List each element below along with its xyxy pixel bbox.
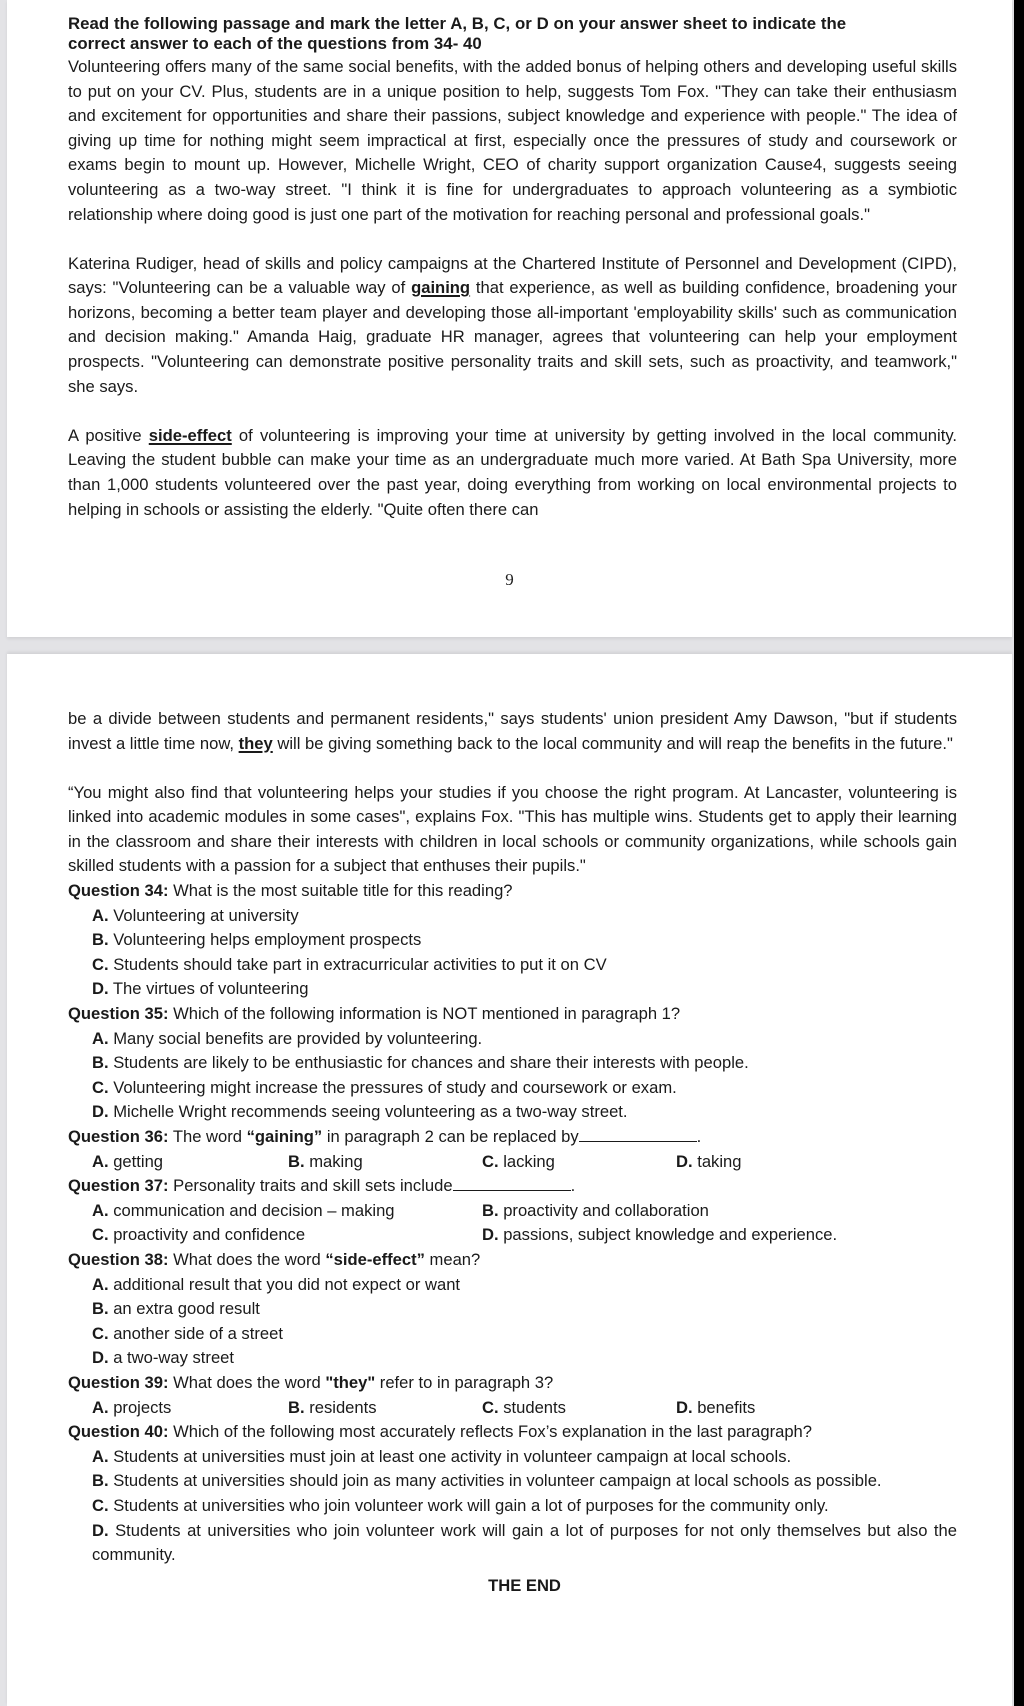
question-text: Which of the following most accurately reflects Fox’s explanation in the last paragraph?	[168, 1422, 813, 1442]
option-letter: B.	[92, 1053, 109, 1073]
instructions-line-1: Read the following passage and mark the letter A, B, C, or D on your answer sheet to indicate the	[68, 14, 847, 33]
option-d[interactable]	[652, 1150, 741, 1175]
question-39-stem	[68, 1371, 957, 1396]
option-a[interactable]	[68, 1273, 957, 1298]
option-c[interactable]	[68, 1494, 957, 1519]
option-text: making	[304, 1151, 363, 1171]
answer-blank	[453, 1176, 571, 1191]
option-d[interactable]	[68, 1519, 957, 1568]
option-letter: D.	[676, 1151, 693, 1171]
page-content	[68, 707, 957, 1598]
option-c[interactable]	[458, 1150, 555, 1175]
page-content	[68, 14, 957, 522]
option-letter: A.	[92, 1397, 109, 1417]
instructions-line-2: correct answer to each of the questions from 34- 40	[68, 34, 482, 53]
option-a[interactable]	[68, 1396, 171, 1421]
option-d[interactable]	[68, 977, 957, 1002]
question-34-stem	[68, 879, 957, 904]
option-text: passions, subject knowledge and experience.	[498, 1225, 838, 1245]
question-37-stem	[68, 1174, 957, 1199]
option-letter: C.	[92, 1495, 109, 1515]
question-label: Question 38:	[68, 1249, 169, 1269]
option-text: lacking	[498, 1151, 555, 1171]
option-b[interactable]	[264, 1396, 377, 1421]
document-page-9	[7, 0, 1012, 637]
question-text: What is the most suitable title for this reading?	[168, 881, 513, 901]
question-38-stem	[68, 1248, 957, 1273]
option-letter: C.	[92, 1225, 109, 1245]
question-35-stem	[68, 1002, 957, 1027]
document-page-10	[7, 654, 1012, 1706]
question-label: Question 36:	[68, 1127, 169, 1146]
question-keyword: “side-effect”	[325, 1249, 425, 1269]
option-letter: C.	[92, 1323, 109, 1343]
paragraph-2-text: Katerina Rudiger, head of skills and policy campaigns at the Chartered Institute of Personnel and Development (CIPD), says: "Volunteering can be a valuable way of	[68, 253, 957, 298]
option-text: Students at universities should join as many activities in volunteer campaign at local schools as possible.	[108, 1471, 882, 1491]
question-label: Question 34:	[68, 881, 169, 901]
option-c[interactable]	[68, 953, 957, 978]
option-text: proactivity and confidence	[108, 1225, 306, 1245]
option-text: Students at universities must join at least one activity in volunteer campaign at local schools.	[108, 1446, 792, 1466]
option-b[interactable]	[264, 1150, 363, 1175]
option-d[interactable]	[652, 1396, 755, 1421]
option-d[interactable]	[458, 1223, 837, 1248]
question-text: What does the word	[168, 1372, 326, 1392]
option-letter: D.	[92, 1102, 109, 1122]
option-text: Volunteering might increase the pressures of study and coursework or exam.	[108, 1077, 677, 1097]
question-39	[68, 1371, 957, 1420]
question-text-cont: in paragraph 2 can be replaced by	[322, 1127, 579, 1146]
option-a[interactable]	[68, 1150, 163, 1175]
question-text-cont: mean?	[424, 1249, 481, 1269]
option-text: students	[498, 1397, 566, 1417]
option-a[interactable]	[68, 1199, 395, 1224]
question-36	[68, 1125, 957, 1174]
question-36-stem	[68, 1125, 957, 1150]
highlighted-word-they: they	[238, 733, 273, 753]
option-letter: A.	[92, 905, 109, 925]
option-text: Many social benefits are provided by volunteering.	[108, 1028, 483, 1048]
option-letter: B.	[288, 1151, 305, 1171]
option-text: Students are likely to be enthusiastic for chances and share their interests with people.	[108, 1053, 749, 1073]
option-text: Volunteering at university	[108, 905, 299, 925]
paragraph-3-text: A positive	[68, 425, 149, 445]
page-number: 9	[505, 570, 514, 589]
question-text: Personality traits and skill sets include	[168, 1176, 453, 1196]
option-b[interactable]	[458, 1199, 709, 1224]
option-letter: C.	[92, 954, 109, 974]
option-text: Students at universities who join volunteer work will gain a lot of purposes for not only themselves but also the community.	[92, 1520, 957, 1565]
option-c[interactable]	[68, 1223, 305, 1248]
highlighted-word-side-effect: side-effect	[148, 425, 232, 445]
answer-blank	[579, 1127, 697, 1142]
passage-paragraph-2	[68, 252, 957, 400]
option-text: taking	[692, 1151, 742, 1171]
question-trailing: .	[570, 1176, 576, 1196]
option-a[interactable]	[68, 1027, 957, 1052]
option-c[interactable]	[68, 1076, 957, 1101]
option-c[interactable]	[68, 1322, 957, 1347]
option-text: Michelle Wright recommends seeing volunteering as a two-way street.	[108, 1102, 628, 1122]
option-a[interactable]	[68, 904, 957, 929]
option-d[interactable]	[68, 1346, 957, 1371]
paragraph-3-text-cont: of volunteering is improving your time at university by getting involved in the local community. Leaving the student bubble can make your time as an undergraduate much more varied. At Bath Spa University, more than 1,000 students volunteered over the past year, doing everything from working on local environmental projects to helping in schools or assisting the elderly. "Quite often there can	[68, 425, 957, 519]
option-letter: D.	[92, 1348, 109, 1368]
question-trailing: .	[696, 1127, 702, 1146]
option-letter: D.	[676, 1397, 693, 1417]
option-letter: C.	[482, 1151, 499, 1171]
option-letter: B.	[92, 1299, 109, 1319]
option-letter: A.	[92, 1200, 109, 1220]
passage-paragraph-3	[68, 424, 957, 522]
question-40	[68, 1420, 957, 1568]
option-letter: B.	[92, 1471, 109, 1491]
instructions	[68, 14, 957, 54]
option-text: communication and decision – making	[108, 1200, 395, 1220]
paragraph-3-cont-text-end: will be giving something back to the local community and will reap the benefits in the future."	[272, 733, 953, 753]
option-text: getting	[108, 1151, 164, 1171]
option-letter: A.	[92, 1446, 109, 1466]
question-keyword: “gaining”	[246, 1127, 323, 1146]
paragraph-2-text-cont: that experience, as well as building confidence, broadening your horizons, becoming a better team player and developing those all-important 'employability skills' such as communication and decision making." Amanda Haig, graduate HR manager, agrees that volunteering can help your employment prospects. "Volunteering can demonstrate positive personality traits and skill sets, such as proactivity, and teamwork," she says.	[68, 278, 957, 396]
option-text: The virtues of volunteering	[108, 979, 309, 999]
option-letter: C.	[92, 1077, 109, 1097]
option-text: residents	[304, 1397, 377, 1417]
highlighted-word-gaining: gaining	[411, 278, 471, 298]
option-text: Students should take part in extracurricular activities to put it on CV	[108, 954, 607, 974]
question-40-stem	[68, 1420, 957, 1445]
option-letter: C.	[482, 1397, 499, 1417]
option-text: proactivity and collaboration	[498, 1200, 709, 1220]
paragraph-3-cont-text: be a divide between students and permanent residents," says students' union president Amy Dawson, "but if students invest a little time now,	[68, 709, 957, 753]
question-37	[68, 1174, 957, 1248]
question-38	[68, 1248, 957, 1371]
option-b[interactable]	[68, 928, 957, 953]
option-text: a two-way street	[108, 1348, 235, 1368]
option-letter: A.	[92, 1274, 109, 1294]
option-text: an extra good result	[108, 1299, 260, 1319]
passage-paragraph-4: “You might also find that volunteering helps your studies if you choose the right program. At Lancaster, volunteering is linked into academic modules in some cases", explains Fox. "This has multiple wins. Students get to apply their learning in the classroom and share their interests with children in local schools or community organizations, while schools gain skilled students with a passion for a subject that enthuses their pupils."	[68, 782, 957, 876]
question-34	[68, 879, 957, 1002]
option-b[interactable]	[68, 1051, 957, 1076]
option-text: benefits	[692, 1397, 756, 1417]
option-text: projects	[108, 1397, 172, 1417]
option-letter: B.	[92, 930, 109, 950]
option-letter: A.	[92, 1151, 109, 1171]
passage-paragraph-3-continued	[68, 707, 957, 756]
option-a[interactable]	[68, 1445, 957, 1470]
question-keyword: "they"	[325, 1372, 376, 1392]
question-text: What does the word	[168, 1249, 326, 1269]
question-label: Question 39:	[68, 1372, 169, 1392]
end-label: THE END	[488, 1575, 561, 1595]
question-label: Question 37:	[68, 1176, 169, 1196]
option-text: Volunteering helps employment prospects	[108, 930, 422, 950]
option-letter: B.	[482, 1200, 499, 1220]
option-d[interactable]	[68, 1100, 957, 1125]
question-label: Question 35:	[68, 1004, 169, 1024]
option-letter: D.	[482, 1225, 499, 1245]
question-label: Question 40:	[68, 1422, 169, 1442]
question-35	[68, 1002, 957, 1125]
question-text-cont: refer to in paragraph 3?	[375, 1372, 554, 1392]
option-letter: A.	[92, 1028, 109, 1048]
option-letter: B.	[288, 1397, 305, 1417]
option-letter: D.	[92, 979, 109, 999]
option-text: Students at universities who join volunteer work will gain a lot of purposes for the community only.	[108, 1495, 829, 1515]
question-text: The word	[168, 1127, 247, 1146]
option-letter: D.	[92, 1520, 109, 1540]
passage-paragraph-1: Volunteering offers many of the same social benefits, with the added bonus of helping others and developing useful skills to put on your CV. Plus, students are in a unique position to help, suggests Tom Fox. "They can take their enthusiasm and excitement for opportunities and share their passions, subject knowledge and experience with people." The idea of giving up time for nothing might seem impractical at first, especially once the pressures of study and coursework or exams begin to mount up. However, Michelle Wright, CEO of charity support organization Cause4, suggests seeing volunteering as a two-way street. "I think it is fine for undergraduates to approach volunteering as a symbiotic relationship where doing good is just one part of the motivation for reaching personal and professional goals."	[68, 57, 957, 224]
option-text: another side of a street	[108, 1323, 283, 1343]
option-b[interactable]	[68, 1469, 957, 1494]
question-text: Which of the following information is NOT mentioned in paragraph 1?	[168, 1004, 681, 1024]
option-c[interactable]	[458, 1396, 566, 1421]
option-text: additional result that you did not expect or want	[108, 1274, 461, 1294]
option-b[interactable]	[68, 1297, 957, 1322]
